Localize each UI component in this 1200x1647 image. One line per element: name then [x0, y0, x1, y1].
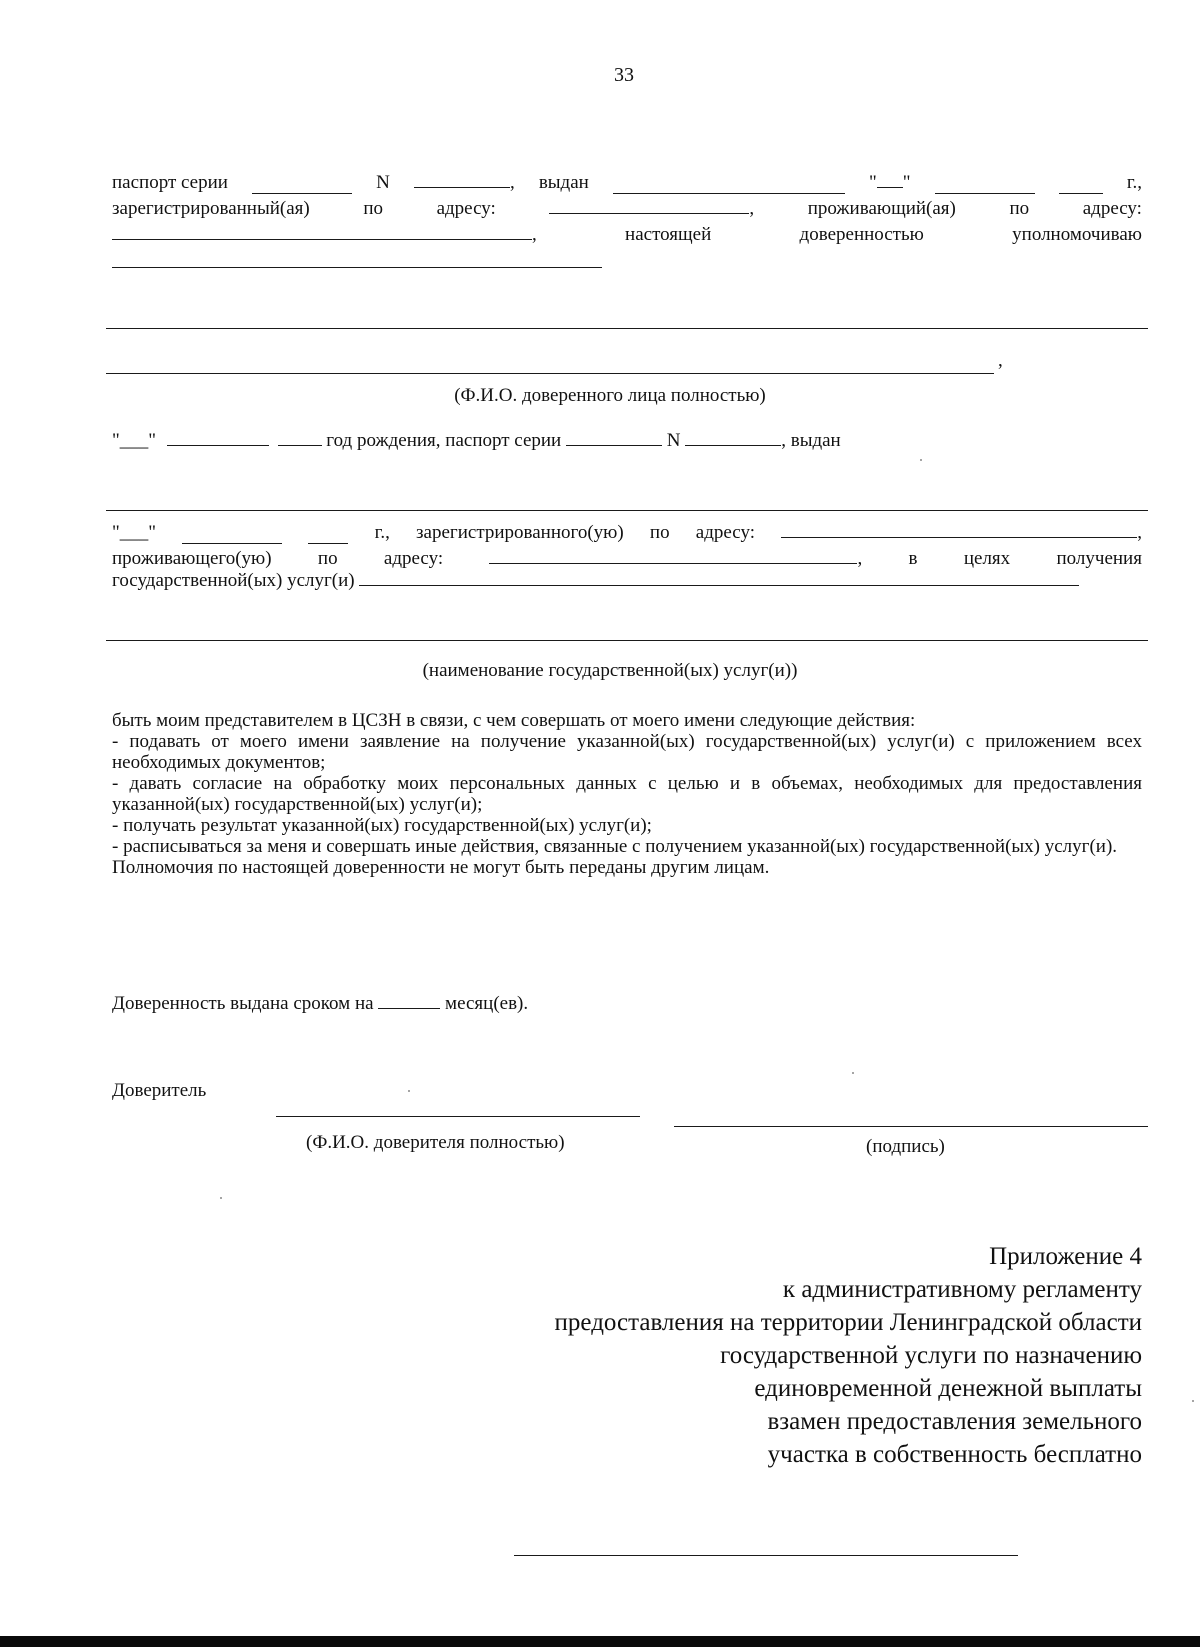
scan-speck — [852, 1072, 854, 1074]
in-word: в — [908, 548, 918, 569]
authority-item: - расписываться за меня и совершать иные действия, связанные с получением указанной(ых) государственной(ых) услуг(и). — [112, 836, 1118, 857]
number-blank — [414, 173, 510, 188]
year-blank — [1059, 179, 1103, 194]
term-suffix: месяц(ев). — [445, 993, 529, 1014]
services-label: государственной(ых) услуг(и) — [112, 570, 355, 591]
registered-line: зарегистрированный(ая) по адресу: , проживающий(ая) по адресу: — [112, 198, 1142, 219]
reg-address-word: адресу: — [695, 522, 756, 543]
authorize-word: уполномочиваю — [1012, 224, 1142, 245]
birth-date-quotes: "___" — [112, 430, 157, 451]
birth-year-label: год рождения, паспорт серии — [326, 430, 562, 451]
series-blank — [252, 179, 352, 194]
scan-speck — [408, 1090, 410, 1092]
authority-text — [112, 710, 1142, 878]
blank-line-full-1 — [106, 328, 1148, 329]
birth-line — [112, 430, 841, 452]
appendix-title: Приложение 4 — [989, 1243, 1142, 1270]
appendix-line: к административному регламенту — [782, 1276, 1142, 1303]
trustee-living-label: проживающего(ую) — [112, 548, 272, 569]
issue-year-label: г., — [374, 522, 390, 543]
trustee-registered-line — [112, 522, 1142, 544]
living-comma: , — [857, 548, 863, 569]
blank-line-full-4 — [106, 640, 1148, 641]
trustee-living-address-blank — [489, 549, 857, 564]
trustee-caption: (Ф.И.О. доверенного лица полностью) — [454, 385, 766, 406]
services-blank — [359, 571, 1079, 586]
birth-year-blank — [278, 431, 322, 446]
address-word-2: адресу: — [1082, 198, 1142, 219]
principal-name-caption: (Ф.И.О. доверителя полностью) — [306, 1132, 565, 1153]
trustee-issued-label: , выдан — [781, 430, 841, 451]
appendix-line: предоставления на территории Ленинградской области — [554, 1309, 1142, 1336]
services-line — [112, 570, 1079, 592]
term-months-blank — [378, 994, 440, 1009]
issue-date-quotes: "___" — [112, 522, 157, 543]
power-word: доверенностью — [799, 224, 924, 245]
month-blank — [935, 179, 1035, 194]
scan-speck — [220, 1197, 222, 1199]
term-line — [112, 993, 528, 1015]
present-word: настоящей — [625, 224, 712, 245]
po-word: по — [363, 198, 383, 219]
trustee-number-blank — [685, 431, 781, 446]
authorize-line — [112, 224, 1142, 246]
comma: , — [532, 224, 537, 245]
living-address-blank — [112, 225, 532, 240]
passport-series-label: паспорт серии — [112, 172, 228, 193]
principal-signature-line — [674, 1126, 1148, 1127]
blank-line-full-3 — [106, 510, 1148, 511]
number-sign: N — [376, 172, 390, 193]
term-prefix: Доверенность выдана сроком на — [112, 993, 374, 1014]
po-word-2: по — [1009, 198, 1030, 219]
issued-label: выдан — [538, 172, 589, 193]
blank-line-short — [112, 267, 602, 268]
scan-speck — [1192, 1400, 1194, 1402]
trustee-living-line — [112, 548, 1142, 570]
page-number: 33 — [614, 64, 634, 86]
passport-line: паспорт серии N , выдан " " г., — [112, 172, 1142, 193]
signature-caption: (подпись) — [866, 1136, 945, 1157]
authority-item: - подавать от моего имени заявление на получение указанной(ых) государственной(ых) услуг(и) с приложением всех необходимых документов; — [112, 731, 1142, 773]
receiving-word: получения — [1056, 548, 1142, 569]
trustee-number-sign: N — [666, 430, 681, 451]
registered-label: зарегистрированный(ая) — [112, 198, 310, 219]
registered-address-blank — [549, 199, 749, 214]
reg-comma: , — [1137, 522, 1142, 543]
authority-item: - давать согласие на обработку моих персональных данных с целью и в объемах, необходимых для предоставления указанной(ых) государственной(ых) услуг(и); — [112, 773, 1142, 815]
trustee-registered-label: зарегистрированного(ую) — [416, 522, 624, 543]
scan-speck — [920, 459, 922, 461]
appendix-header — [555, 1240, 1142, 1471]
appendix-line: единовременной денежной выплаты — [754, 1375, 1142, 1402]
appendix-line: государственной услуги по назначению — [720, 1342, 1142, 1369]
issue-month-blank — [182, 529, 282, 544]
trustee-reg-address-blank — [781, 523, 1137, 538]
appendix-line: взамен предоставления земельного — [767, 1408, 1142, 1435]
birth-month-blank — [167, 431, 269, 446]
no-transfer-note: Полномочия по настоящей доверенности не могут быть переданы другим лицам. — [112, 857, 770, 878]
date-quotes: " " — [869, 172, 911, 193]
authority-item: - получать результат указанной(ых) государственной(ых) услуг(и); — [112, 815, 652, 836]
living-address-word: адресу: — [383, 548, 444, 569]
authority-paragraph: быть моим представителем в ЦСЗН в связи, с чем совершать от моего имени следующие действия: — [112, 710, 916, 731]
scan-bottom-edge — [0, 1636, 1200, 1647]
address-word: адресу: — [436, 198, 496, 219]
year-label: г., — [1126, 172, 1142, 193]
appendix-line: участка в собственность бесплатно — [767, 1441, 1142, 1468]
reg-po-word: по — [649, 522, 670, 543]
principal-label: Доверитель — [112, 1080, 207, 1101]
purposes-word: целях — [963, 548, 1011, 569]
services-caption: (наименование государственной(ых) услуг(и)) — [422, 660, 798, 681]
principal-name-line — [276, 1116, 640, 1117]
issued-by-blank — [613, 179, 845, 194]
trustee-series-blank — [566, 431, 662, 446]
appendix-bottom-line — [514, 1555, 1018, 1556]
living-label: проживающий(ая) — [807, 198, 956, 219]
issue-year-blank — [308, 529, 348, 544]
comma-after-line: , — [998, 350, 1003, 371]
living-po-word: по — [317, 548, 338, 569]
blank-line-full-2 — [106, 373, 994, 374]
